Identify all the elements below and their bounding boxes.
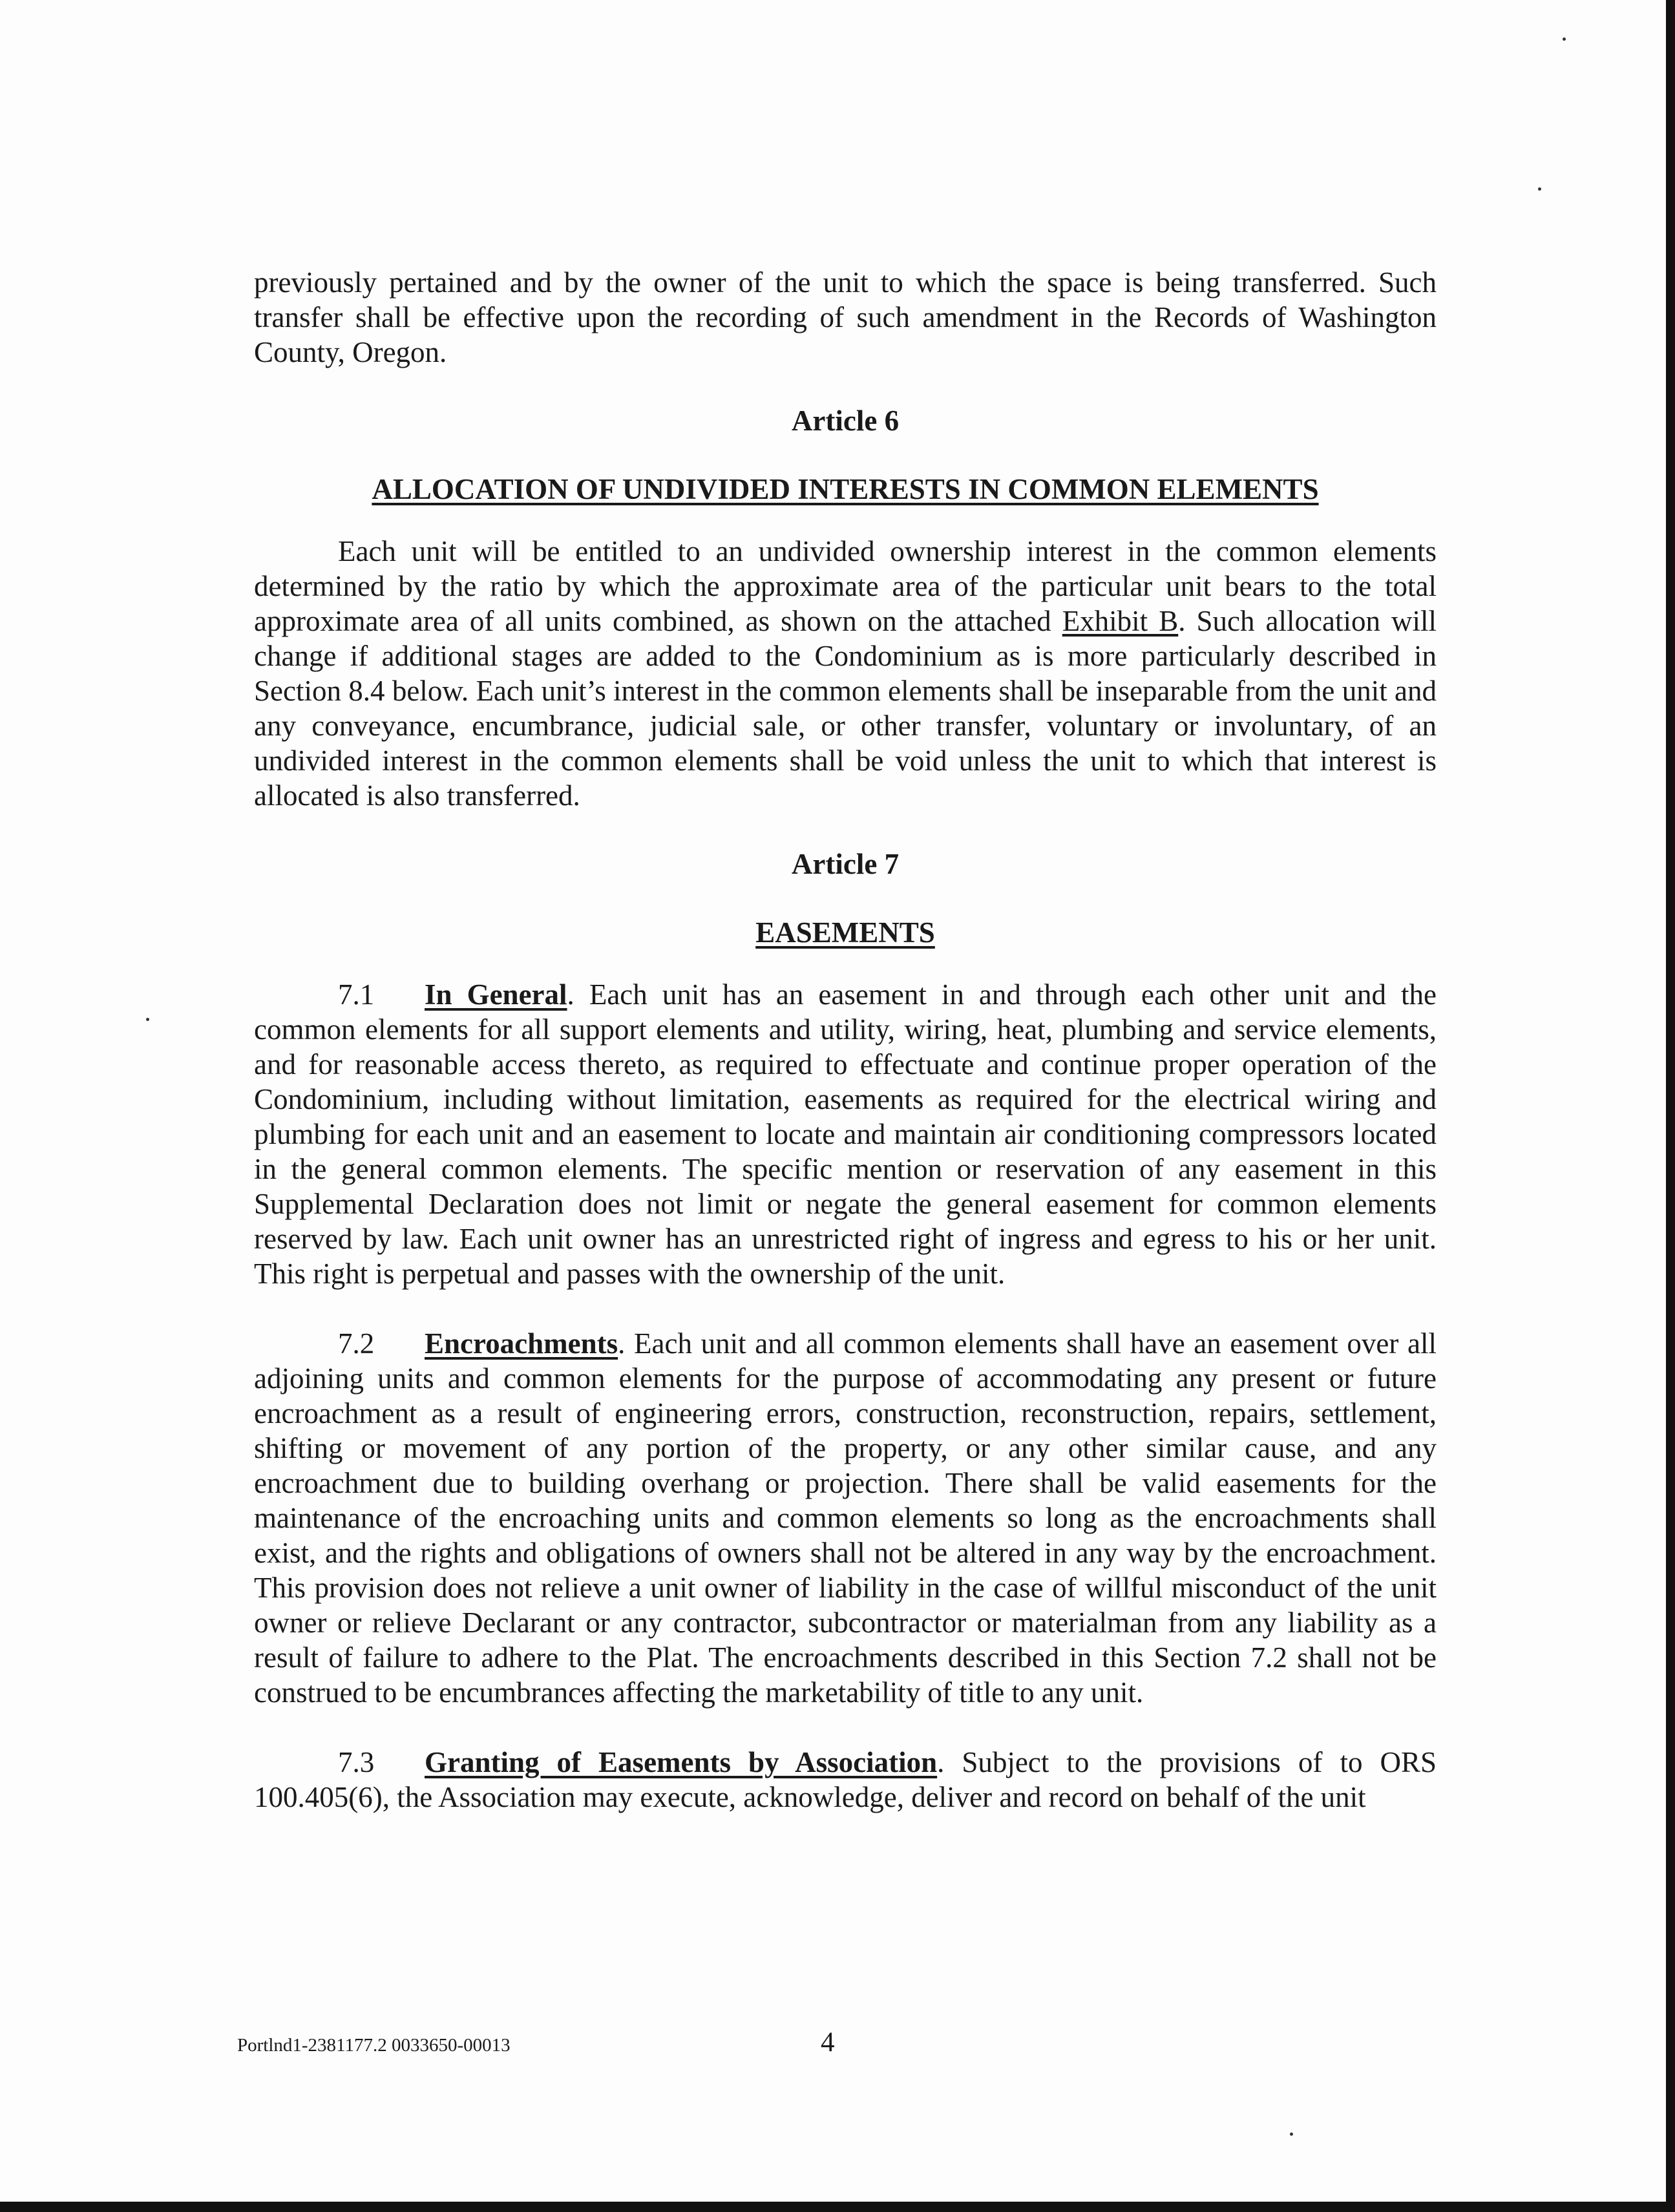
article-7-title: EASEMENTS	[755, 916, 935, 949]
section-number: 7.3	[338, 1746, 375, 1778]
article-6-paragraph: Each unit will be entitled to an undivided ownership interest in the common elements determined by the ratio by which the approximate area of the particular unit bears to the total approximate area of all units combined, as shown on the attached Exhibit B. Such allocation will change if additional stages are added to the Condominium as is more particularly described in Section 8.4 below. Each unit’s interest in the common elements shall be inseparable from the unit and any conveyance, encumbrance, judicial sale, or other transfer, voluntary or involuntary, of an undivided interest in the common elements shall be void unless the unit to which that interest is allocated is also transferred.	[254, 535, 1437, 812]
section-title: Encroachments	[425, 1327, 618, 1360]
section-number: 7.2	[338, 1327, 375, 1360]
article-6-title: ALLOCATION OF UNDIVIDED INTERESTS IN COMMON ELEMENTS	[372, 473, 1319, 505]
section-7-3-paragraph: 7.3 Granting of Easements by Association. Subject to the provisions of to ORS 100.405(6), the Association may execute, acknowledge, deliver and record on behalf of the unit	[254, 1746, 1437, 1813]
article-6-heading: Article 6	[791, 405, 900, 437]
section-number: 7.1	[338, 978, 375, 1011]
footer-document-reference: Portlnd1-2381177.2 0033650-00013	[237, 2035, 511, 2056]
page-number: 4	[821, 2027, 835, 2058]
scan-speck	[1290, 2133, 1293, 2136]
section-7-2-paragraph: 7.2 Encroachments. Each unit and all common elements shall have an easement over all adjoining units and common elements for the purpose of accommodating any present or future encroachment as a result of engineering errors, construction, reconstruction, repairs, settlement, shifting or movement of any portion of the property, or any other similar cause, and any encroachment due to building overhang or projection. There shall be valid easements for the maintenance of the encroaching units and common elements so long as the encroachments shall exist, and the rights and obligations of owners shall not be altered in any way by the encroachment. This provision does not relieve a unit owner of liability in the case of willful misconduct of the unit owner or relieve Declarant or any contractor, subcontractor or materialman from any liability as a result of failure to adhere to the Plat. The encroachments described in this Section 7.2 shall not be construed to be encumbrances affecting the marketability of title to any unit.	[254, 1327, 1437, 1709]
scan-speck	[1538, 187, 1541, 191]
section-title: In General	[425, 978, 567, 1011]
section-7-1-paragraph: 7.1 In General. Each unit has an easement in and through each other unit and the common elements for all support elements and utility, wiring, heat, plumbing and service elements, and for reasonable access thereto, as required to effectuate and continue proper operation of the Condominium, including without limitation, easements as required for the electrical wiring and plumbing for each unit and an easement to locate and maintain air conditioning compressors located in the general common elements. The specific mention or reservation of any easement in this Supplemental Declaration does not limit or negate the general easement for common elements reserved by law. Each unit owner has an unrestricted right of ingress and egress to his or her unit. This right is perpetual and passes with the ownership of the unit.	[254, 978, 1437, 1290]
section-title: Granting of Easements by Association	[425, 1746, 938, 1778]
opening-paragraph: previously pertained and by the owner of the unit to which the space is being transferred. Such transfer shall be effective upon the recording of such amendment in the Records of Washington County, Oregon.	[254, 266, 1437, 368]
scan-edge-right	[1666, 0, 1675, 2212]
scan-speck	[1563, 37, 1566, 41]
scan-edge-bottom	[0, 2202, 1675, 2212]
scan-speck	[146, 1018, 149, 1021]
article-7-heading: Article 7	[791, 848, 900, 880]
document-body	[254, 265, 1437, 1815]
exhibit-b-reference: Exhibit B	[1062, 605, 1179, 637]
